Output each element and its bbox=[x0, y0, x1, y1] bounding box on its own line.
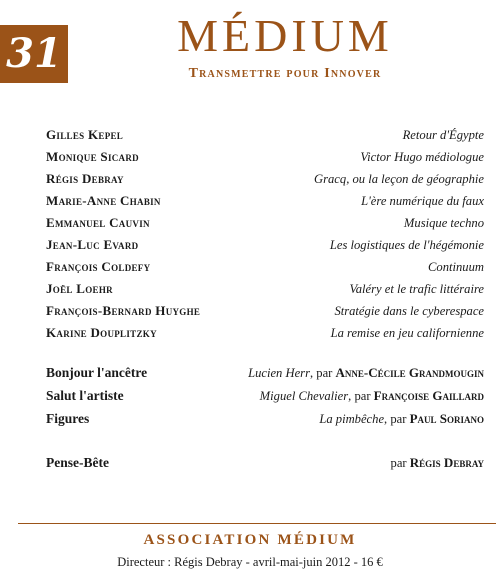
rubric-credit bbox=[248, 361, 484, 384]
pense-bete-credit bbox=[391, 452, 484, 474]
pense-bete-by: par bbox=[390, 456, 410, 470]
journal-title: MÉDIUM bbox=[177, 10, 393, 61]
rubric-by: , par bbox=[384, 412, 410, 426]
toc-row bbox=[46, 168, 484, 190]
rubric-by: , par bbox=[309, 366, 336, 380]
toc-row bbox=[46, 124, 484, 146]
toc-row bbox=[46, 256, 484, 278]
toc-row bbox=[46, 146, 484, 168]
rubric-row bbox=[46, 384, 484, 407]
rubric-name: Figures bbox=[46, 411, 90, 426]
toc-article: Gracq, ou la leçon de géographie bbox=[314, 172, 484, 186]
rubric-row bbox=[46, 407, 484, 430]
toc-author: Karine Douplitzky bbox=[46, 325, 157, 340]
toc-article: Retour d'Égypte bbox=[402, 128, 484, 142]
journal-subtitle: Transmettre pour Innover bbox=[188, 66, 382, 81]
rubric-credit bbox=[319, 407, 484, 430]
rubric-subject: La pimbêche bbox=[319, 412, 385, 426]
rubric-name: Salut l'artiste bbox=[46, 388, 124, 403]
pense-bete-author: Régis Debray bbox=[409, 455, 484, 470]
pense-bete-row bbox=[46, 452, 484, 474]
toc-author: Gilles Kepel bbox=[46, 127, 124, 142]
toc-row bbox=[46, 190, 484, 212]
table-of-contents bbox=[46, 124, 484, 344]
rubric-credit bbox=[260, 384, 484, 407]
rubric-author: Françoise Gaillard bbox=[373, 388, 484, 403]
toc-author: Joël Loehr bbox=[46, 281, 113, 296]
toc-author: François Coldefy bbox=[46, 259, 151, 274]
toc-article: La remise en jeu californienne bbox=[330, 326, 484, 340]
toc-author: François-Bernard Huyghe bbox=[46, 303, 201, 318]
toc-article: Valéry et le trafic littéraire bbox=[349, 282, 484, 296]
rubric-subject: Lucien Herr bbox=[248, 366, 310, 380]
toc-row bbox=[46, 212, 484, 234]
toc-row bbox=[46, 278, 484, 300]
rubric-name: Bonjour l'ancêtre bbox=[46, 365, 148, 380]
toc-article: Victor Hugo médiologue bbox=[360, 150, 484, 164]
rubric-subject: Miguel Chevalier bbox=[259, 389, 349, 403]
rubric-author: Paul Soriano bbox=[409, 411, 484, 426]
toc-row bbox=[46, 322, 484, 344]
rubric-row bbox=[46, 361, 484, 384]
toc-author: Monique Sicard bbox=[46, 149, 139, 164]
toc-article: L'ère numérique du faux bbox=[361, 194, 484, 208]
toc-author: Jean-Luc Evard bbox=[46, 237, 139, 252]
toc-author: Emmanuel Cauvin bbox=[46, 215, 150, 230]
toc-article: Stratégie dans le cyberespace bbox=[334, 304, 484, 318]
association-name: ASSOCIATION MÉDIUM bbox=[143, 532, 357, 548]
rubric-by: , par bbox=[348, 389, 374, 403]
toc-article: Les logistiques de l'hégémonie bbox=[329, 238, 484, 252]
toc-author: Régis Debray bbox=[46, 171, 124, 186]
pense-bete-name: Pense-Bête bbox=[46, 455, 109, 470]
toc-row bbox=[46, 234, 484, 256]
toc-row bbox=[46, 300, 484, 322]
toc-article: Continuum bbox=[428, 260, 484, 274]
footer-divider bbox=[18, 523, 496, 524]
rubric-author: Anne-Cécile Grandmougin bbox=[335, 365, 484, 380]
toc-author: Marie-Anne Chabin bbox=[46, 193, 161, 208]
publication-credits: Directeur : Régis Debray - avril-mai-juin 2012 - 16 € bbox=[117, 555, 383, 569]
issue-number-badge: 31 bbox=[0, 25, 68, 83]
toc-article: Musique techno bbox=[403, 216, 484, 230]
rubrics-section bbox=[46, 361, 484, 430]
